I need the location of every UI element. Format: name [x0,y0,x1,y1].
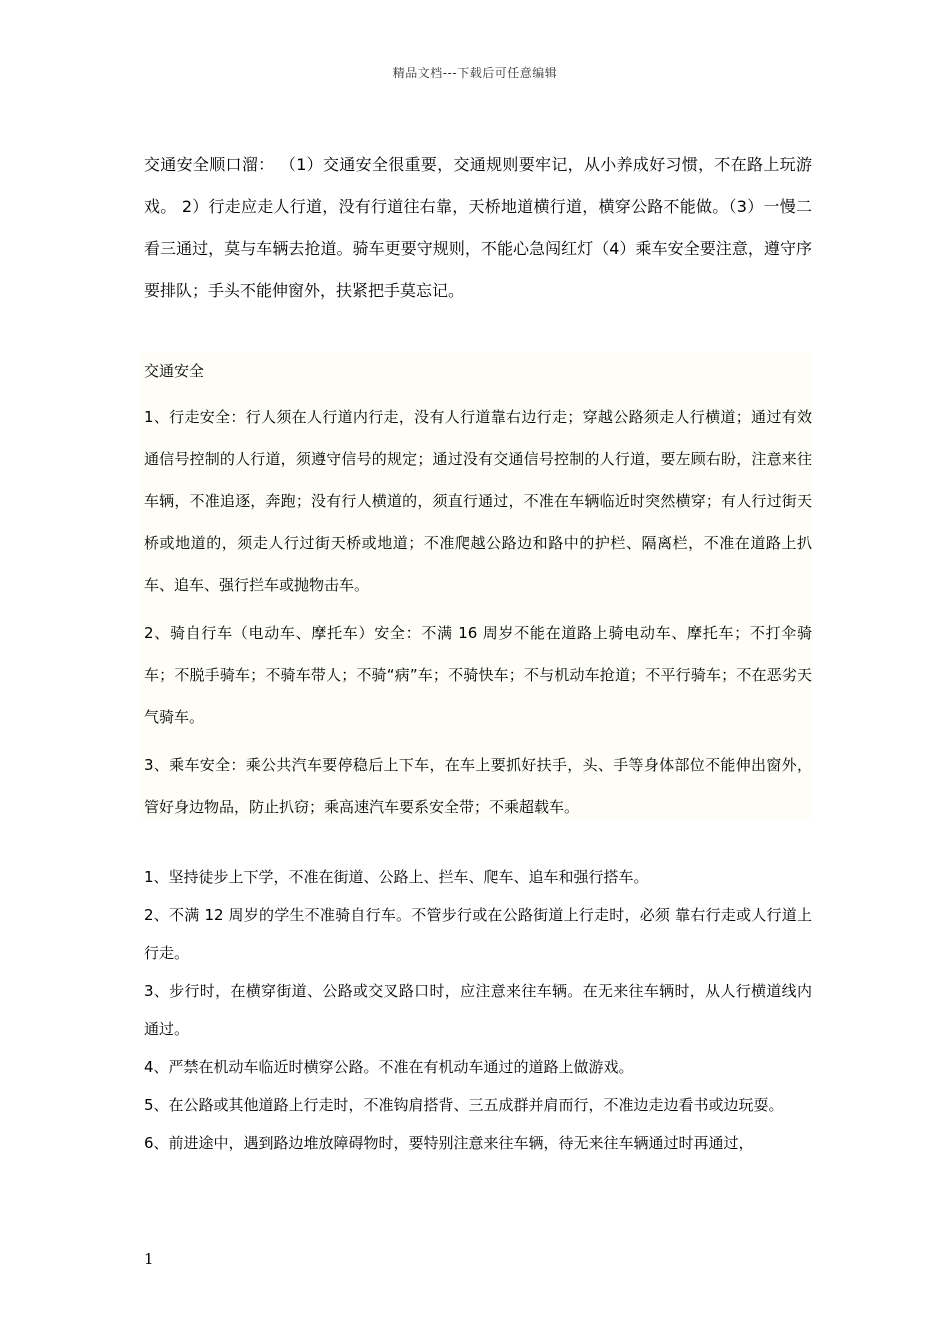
traffic-rhyme-paragraph: 交通安全顺口溜： （1）交通安全很重要，交通规则要牢记，从小养成好习惯，不在路上玩游戏。 2）行走应走人行道，没有行道往右靠，天桥地道横行道，横穿公路不能做。（3）一慢二看三通过，莫与车辆去抢道。骑车更要守规则，不能心急闯红灯（4）乘车安全要注意，遵守序要排队；手头不能伸窗外，扶紧把手莫忘记。 [144,155,812,300]
page-number: 1 [144,1250,154,1268]
page-header: 精品文档---下载后可任意编辑 [392,66,558,80]
rule-item: 6、前进途中，遇到路边堆放障碍物时，要特别注意来往车辆，待无来往车辆通过时再通过， [144,1134,754,1152]
traffic-safety-section [144,356,812,834]
safety-item-walking: 1、行走安全：行人须在人行道内行走，没有人行道靠右边行走；穿越公路须走人行横道；通过有效通信号控制的人行道，须遵守信号的规定；通过没有交通信号控制的人行道，要左顾右盼，注意来往车辆，不准追逐，奔跑；没有行人横道的，须直行通过，不准在车辆临近时突然横穿；有人行过街天桥或地道的，须走人行过街天桥或地道；不准爬越公路边和路中的护栏、隔离栏，不准在道路上扒车、追车、强行拦车或抛物击车。 [144,408,812,594]
traffic-rhyme-section [144,144,812,312]
rule-item: 3、步行时，在横穿街道、公路或交叉路口时，应注意来往车辆。在无来往车辆时，从人行横道线内通过。 [144,982,812,1038]
student-rules-section [144,858,812,1162]
rule-item: 5、在公路或其他道路上行走时，不准钩肩搭背、三五成群并肩而行，不准边走边看书或边玩耍。 [144,1096,784,1114]
rule-item: 1、坚持徒步上下学，不准在街道、公路上、拦车、爬车、追车和强行搭车。 [144,868,649,886]
rule-item: 4、严禁在机动车临近时横穿公路。不准在有机动车通过的道路上做游戏。 [144,1058,634,1076]
safety-item-riding-vehicle: 3、乘车安全：乘公共汽车要停稳后上下车，在车上要抓好扶手，头、手等身体部位不能伸出窗外，管好身边物品，防止扒窃；乘高速汽车要系安全带；不乘超载车。 [144,756,812,816]
safety-item-cycling: 2、骑自行车（电动车、摩托车）安全：不满 16 周岁不能在道路上骑电动车、摩托车；不打伞骑车；不脱手骑车；不骑车带人；不骑“病”车；不骑快车；不与机动车抢道；不平行骑车；不在恶劣天气骑车。 [144,624,812,726]
rule-item: 2、不满 12 周岁的学生不准骑自行车。不管步行或在公路街道上行走时，必须 靠右行走或人行道上行走。 [144,906,812,962]
traffic-safety-title: 交通安全 [144,362,205,380]
